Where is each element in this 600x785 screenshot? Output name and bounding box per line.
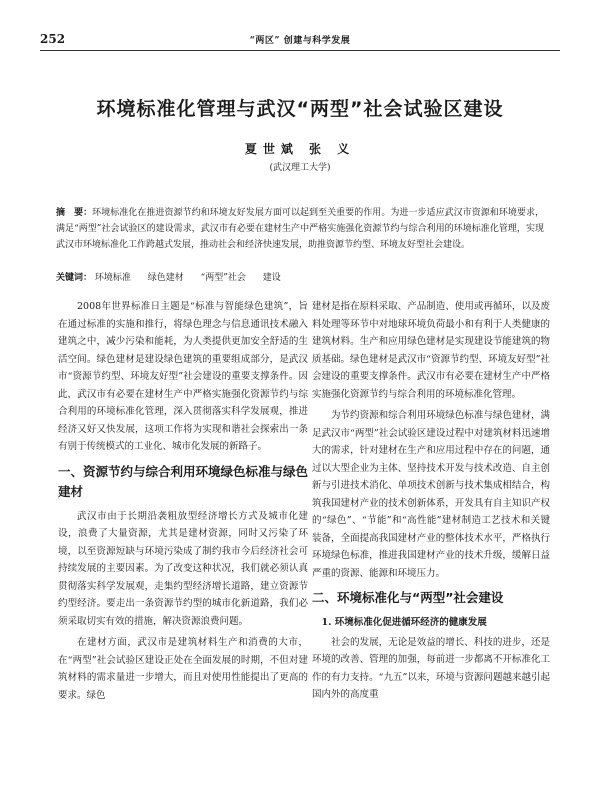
body-paragraph: 在建材方面，武汉市是建筑材料生产和消费的大市，在“两型”社会试验区建设正处在全面发展的时期，不但对建筑材料的需求量进一步增大，而且对使用性能提出了更高的要求。绿色	[58, 637, 308, 701]
keyword: 绿色建材	[147, 273, 184, 283]
keyword: 建设	[262, 273, 281, 283]
abstract-label: 摘 要：	[56, 208, 93, 218]
body-paragraph: 建材是指在原料采取、产品制造、使用或再循环，以及废料处理等环节中对地球环境负荷最小和有利于人类健康的建筑材料。生产和应用绿色建材是实现建设节能建筑的物质基础。绿色建材是武汉市“资源节约型、环境友好型”社会建设的重要支撑条件。武汉市有必要在建材生产中严格实施强化资源节约与综合利用的环境标准化管理。	[312, 301, 550, 400]
abstract-text: 环境标准化在推进资源节约和环境友好发展方面可以起到至关重要的作用。为进一步适应武汉市资源和环境要求，满足“两型”社会试验区的建设需求，武汉市有必要在建材生产中严格实施强化资源节约与综合利用的环境标准化管理，实现武汉市环境标准化工作跨越式发展，推动社会和经济快速发展，助推资源节约型、环境友好型社会建设。	[56, 208, 544, 250]
article-authors: 夏世斌 张 义	[244, 142, 356, 156]
body-paragraph: 武汉市由于长期沿袭粗放型经济增长方式及城市化建设，浪费了大量资源，尤其是建材资源，同时又污染了环境，以至资源短缺与环境污染成了制约我市今后经济社会可持续发展的主要因素。为了改变这种状况，我们就必须认真贯彻落实科学发展观，走集约型经济增长道路，建立资源节约型经济。要走出一条资源节约型的城市化新道路，我们必须采取切实有效的措施，解决资源浪费问题。	[58, 510, 308, 627]
keywords-label: 关键词：	[56, 273, 93, 283]
article-title: 环境标准化管理与武汉“两型”社会试验区建设	[96, 98, 504, 120]
header-rule	[40, 50, 560, 51]
subsection-heading: 1. 环境标准化促进循环经济的健康发展	[321, 617, 487, 628]
page-header	[40, 32, 560, 48]
running-head: “两区” 创建与科学发展	[249, 36, 351, 46]
keyword: 环境标准	[94, 273, 131, 283]
section-heading-2: 二、环境标准化与“两型”社会建设	[312, 590, 504, 605]
article-affiliation: (武汉理工大学)	[269, 163, 331, 173]
keyword: “两型”社会	[200, 273, 246, 283]
body-paragraph: 2008年世界标准日主题是“标准与智能绿色建筑”，旨在通过标准的实施和推行，将绿色理念与信息通讯技术融入建筑之中，减少污染和能耗，为人类提供更加安全舒适的生活空间。绿色建材是建设绿色建筑的重要组成部分，是武汉市“资源节约型、环境友好型”社会建设的重要支撑条件。因此，武汉市有必要在建材生产中严格实施强化资源节约与综合利用的环境标准化管理，深入贯彻落实科学发展观，推进经济又好又快发展，这项工作将为实现和谐社会探索出一条有别于传统模式的工业化、城市化发展的新路子。	[58, 301, 308, 452]
body-paragraph: 为节约资源和综合利用环境绿色标准与绿色建材，满足武汉市“两型”社会试验区建设过程中对建筑材料迅速增大的需求，针对建材在生产和应用过程中存在的问题，通过以大型企业为主体、坚持技术开发与技术改造、自主创新与引进技术消化、单项技术创新与技术集成相结合，构筑我国建材产业的技术创新体系，开发具有自主知识产权的“绿色”、“节能”和“高性能”建材制造工艺技术和关键装备，全面提高我国建材产业的整体技术水平，严格执行环境绿色标准，推进我国建材产业的技术升级，缓解日益严重的资源、能源和环境压力。	[312, 410, 550, 579]
body-paragraph: 社会的发展，无论是效益的增长、科技的进步，还是环境的改善、管理的加强，每前进一步都离不开标准化工作的有力支持。“九五”以来，环境与资源问题越来越引起国内外的高度重	[312, 636, 550, 700]
abstract	[56, 205, 544, 253]
keywords	[56, 270, 544, 283]
page-number: 252	[40, 32, 66, 46]
left-column	[58, 298, 308, 708]
section-heading-1: 一、资源节约与综合利用环境绿色标准与绿色建材	[58, 463, 309, 499]
right-column	[312, 298, 550, 708]
